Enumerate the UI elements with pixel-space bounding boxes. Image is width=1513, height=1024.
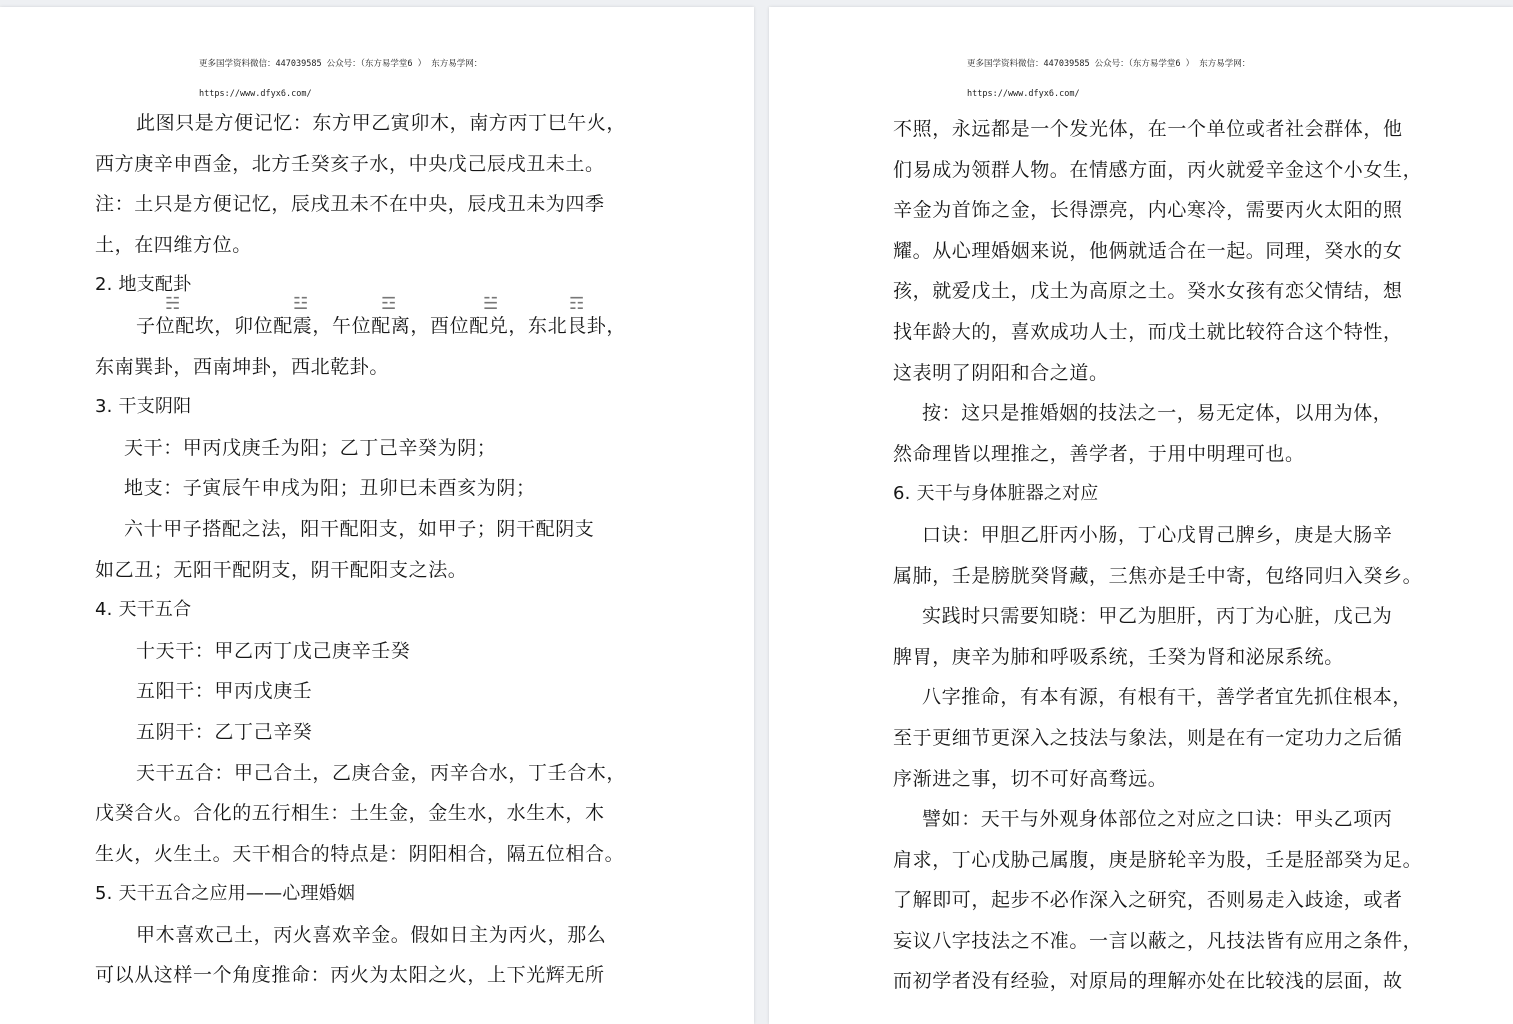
paragraph-line: 找年龄大的，喜欢成功人士，而戊土就比较符合这个特性，: [893, 320, 1403, 343]
paragraph-line: 西方庚辛申酉金，北方壬癸亥子水，中央戊己辰戌丑未土。: [95, 152, 605, 175]
page-header: [967, 39, 1250, 119]
paragraph-line: 肩求，丁心戊胁己属腹，庚是脐轮辛为股，壬是胫部癸为足。: [893, 848, 1423, 871]
paragraph-line: 辛金为首饰之金，长得漂亮，内心寒冷，需要丙火太阳的照: [893, 199, 1403, 222]
paragraph-line: 实践时只需要知晓：甲乙为胆肝，丙丁为心脏，戊己为: [922, 605, 1393, 628]
header-contact-line: 更多国学资料微信：447039585 公众号：（东方易学堂6 ） 东方易学网：: [199, 59, 483, 69]
paragraph-line: 东南巽卦，西南坤卦，西北乾卦。: [95, 355, 390, 378]
dui-trigram-icon: ☱: [483, 294, 499, 314]
page-body-text: [95, 103, 655, 996]
paragraph-line: 六十甲子搭配之法，阳干配阳支，如甲子；阴干配阴支: [124, 517, 595, 540]
gen-trigram-icon: ☶: [569, 294, 585, 314]
paragraph-line: 耀。从心理婚姻来说，他俩就适合在一起。同理，癸水的女: [893, 239, 1403, 262]
kan-trigram-icon: ☵: [165, 294, 181, 314]
zhen-trigram-icon: ☳: [293, 294, 309, 314]
li-trigram-icon: ☲: [381, 294, 397, 314]
paragraph-line: 然命理皆以理推之，善学者，于用中明理可也。: [893, 442, 1305, 465]
section-heading: 3. 干支阴阳: [95, 396, 192, 418]
paragraph-line: 地支：子寅辰午申戌为阳；丑卯巳未酉亥为阴；: [124, 477, 536, 500]
paragraph-line: 五阳干：甲丙戊庚壬: [136, 680, 313, 703]
paragraph-line: 至于更细节更深入之技法与象法，则是在有一定功力之后循: [893, 726, 1403, 749]
header-url: https://www.dfyx6.com/: [967, 89, 1080, 99]
paragraph-line: 这表明了阴阳和合之道。: [893, 361, 1109, 384]
paragraph-line: 按：这只是推婚姻的技法之一，易无定体，以用为体，: [922, 402, 1393, 425]
right-document-page: [769, 7, 1513, 1024]
paragraph-line: 们易成为领群人物。在情感方面，丙火就爱辛金这个小女生，: [893, 158, 1423, 181]
paragraph-line: 妄议八字技法之不准。一言以蔽之，凡技法皆有应用之条件，: [893, 929, 1423, 952]
paragraph-line: 土，在四维方位。: [95, 233, 252, 256]
page-body-text: [893, 109, 1453, 1002]
paragraph-line: 注：土只是方便记忆，辰戌丑未不在中央，辰戌丑未为四季: [95, 193, 605, 216]
paragraph-line: 而初学者没有经验，对原局的理解亦处在比较浅的层面，故: [893, 970, 1403, 993]
section-heading: 5. 天干五合之应用——心理婚姻: [95, 883, 356, 905]
paragraph-line: 十天干：甲乙丙丁戊己庚辛壬癸: [136, 639, 411, 662]
paragraph-line: 天干：甲丙戊庚壬为阳；乙丁己辛癸为阴；: [124, 436, 497, 459]
section-heading: 6. 天干与身体脏器之对应: [893, 483, 1099, 505]
left-document-page: [0, 7, 754, 1024]
paragraph-line: 脾胃，庚辛为肺和呼吸系统，壬癸为肾和泌尿系统。: [893, 645, 1344, 668]
paragraph-line: 五阴干：乙丁己辛癸: [136, 720, 313, 743]
paragraph-line: 生火，火生土。天干相合的特点是：阴阳相合，隔五位相合。: [95, 842, 625, 865]
paragraph-line: 甲木喜欢己土，丙火喜欢辛金。假如日主为丙火，那么: [136, 923, 607, 946]
section-heading: 4. 天干五合: [95, 599, 192, 621]
paragraph-line: 子位配坎，卯位配震，午位配离，酉位配兑，东北艮卦，: [136, 314, 627, 337]
paragraph-line: 如乙丑；无阳干配阴支，阴干配阳支之法。: [95, 558, 468, 581]
paragraph-line: 孩，就爱戊土，戊土为高原之土。癸水女孩有恋父情结，想: [893, 280, 1403, 303]
paragraph-line: 天干五合：甲己合土，乙庚合金，丙辛合水，丁壬合木，: [136, 761, 627, 784]
paragraph-line: 不照，永远都是一个发光体，在一个单位或者社会群体，他: [893, 118, 1403, 140]
paragraph-line: 口诀：甲胆乙肝丙小肠，丁心戊胃己脾乡，庚是大肠辛: [922, 523, 1393, 546]
section-heading: 2. 地支配卦: [95, 274, 192, 296]
paragraph-line: 了解即可，起步不必作深入之研究，否则易走入歧途，或者: [893, 889, 1403, 912]
header-url: https://www.dfyx6.com/: [199, 89, 312, 99]
paragraph-line: 可以从这样一个角度推命：丙火为太阳之火，上下光辉无所: [95, 964, 605, 987]
paragraph-line: 序渐进之事，切不可好高骛远。: [893, 767, 1168, 790]
paragraph-line: 此图只是方便记忆：东方甲乙寅卯木，南方丙丁巳午火，: [136, 112, 627, 134]
header-contact-line: 更多国学资料微信：447039585 公众号：（东方易学堂6 ） 东方易学网：: [967, 59, 1251, 69]
paragraph-line: 八字推命，有本有源，有根有干，善学者宜先抓住根本，: [922, 686, 1413, 709]
paragraph-line: 戊癸合火。合化的五行相生：土生金，金生水，水生木，木: [95, 802, 605, 825]
paragraph-line: 譬如：天干与外观身体部位之对应之口诀：甲头乙项丙: [922, 808, 1393, 831]
paragraph-line: 属肺，壬是膀胱癸肾藏，三焦亦是壬中寄，包络同归入癸乡。: [893, 564, 1423, 587]
